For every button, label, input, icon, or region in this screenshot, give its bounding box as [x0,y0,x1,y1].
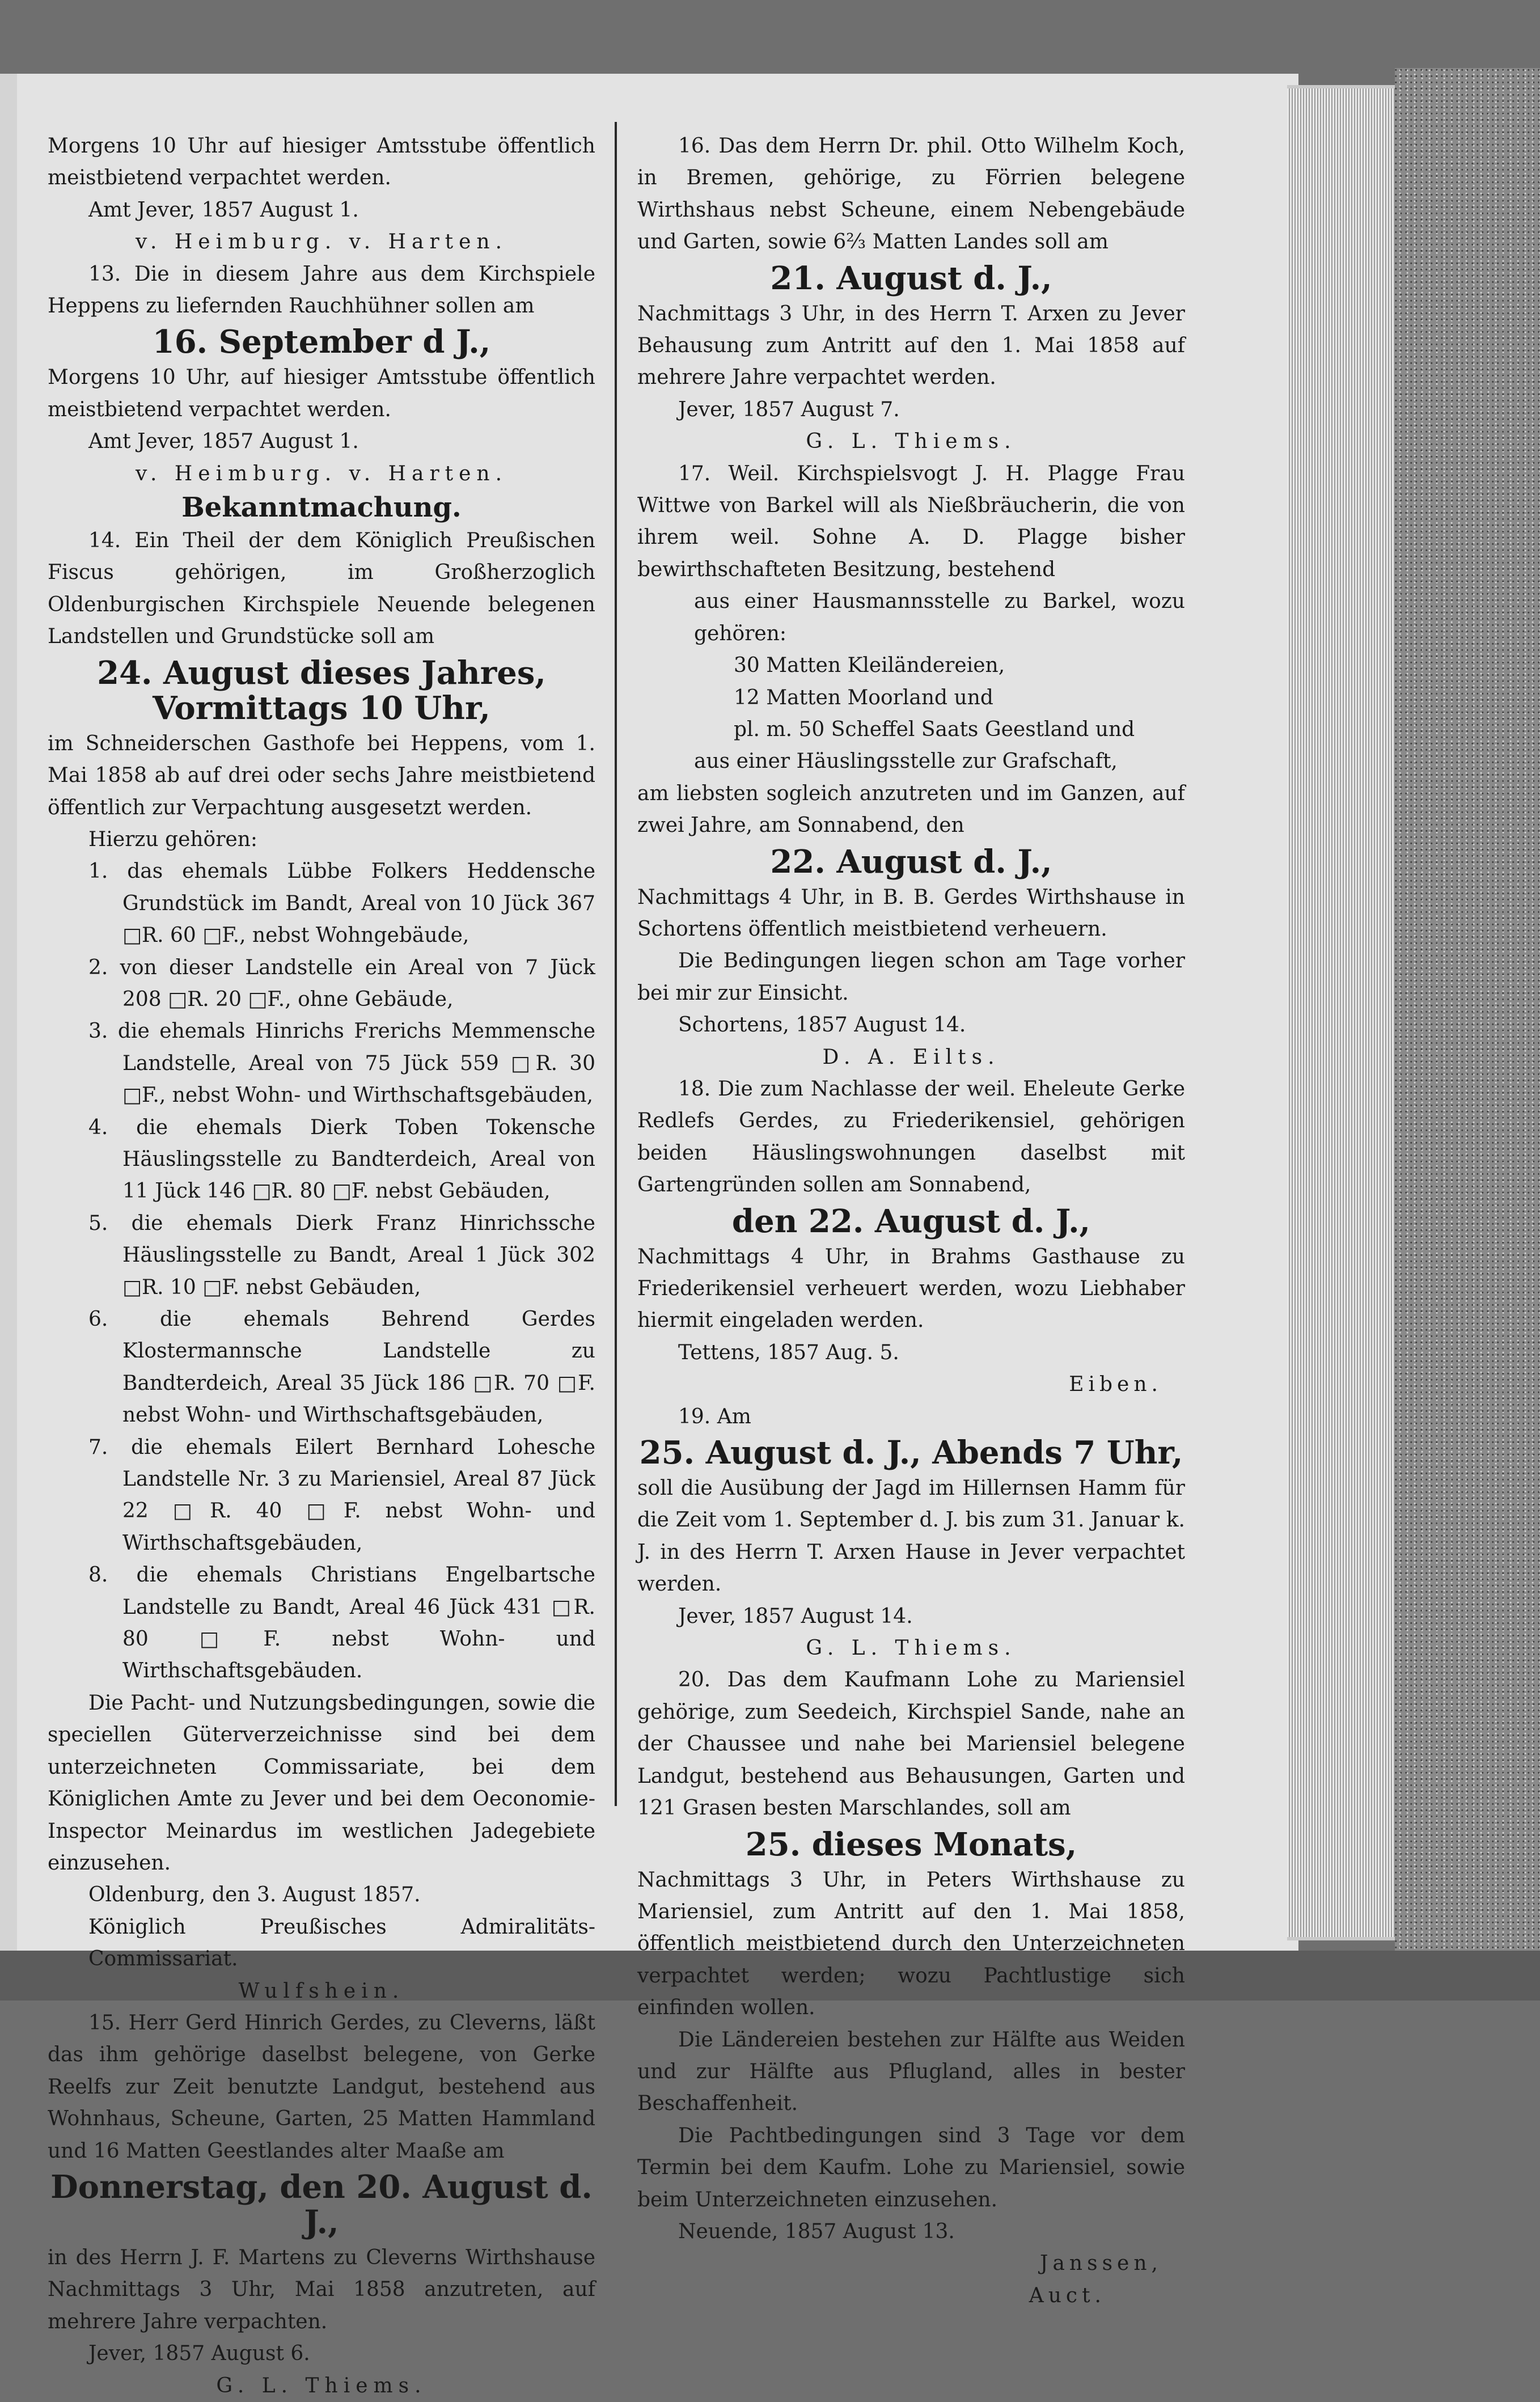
announcement-heading: Bekanntmachung. [181,492,462,524]
notice-20: 20. Das dem Kaufmann Lohe zu Mariensiel gehörige, zum Seedeich, Kirchspiel Sande, nahe an der Chaussee und nahe bei Mariensiel belegene Landgut, bestehend aus Behausungen, Garten und 121 Grasen besten Marschlandes, soll am [637,1668,1185,1820]
notice-14-text: im Schneiderschen Gasthofe bei Heppens, vom 1. Mai 1858 ab auf drei oder sechs Jahre meistbietend öffentlich zur Verpachtung ausgesetzt werden. [48,731,595,819]
list-item: 7. die ehemals Eilert Bernhard Lohesche Landstelle Nr. 3 zu Mariensiel, Areal 87 Jück 22 □R. 40 □F. nebst Wohn- und Wirthschaftsgebäuden, [88,1435,595,1555]
list-item: 5. die ehemals Dierk Franz Hinrichssche Häuslingsstelle zu Bandt, Areal 1 Jück 302 □R. 10 □F. nebst Gebäuden, [88,1211,595,1299]
list-item: 8. die ehemals Christians Engelbartsche Landstelle zu Bandt, Areal 46 Jück 431 □R. 80 □F. nebst Wohn- und Wirthschaftsgebäuden. [88,1563,595,1683]
notice-20-date: 25. dieses Monats, [745,1825,1077,1863]
signature: D. A. Eilts. [822,1045,1000,1069]
notice-14: 14. Ein Theil der dem Königlich Preußischen Fiscus gehörigen, im Großherzoglich Oldenburgischen Kirchspiele Neuende belegenen Landstellen und Grundstücke soll am [48,529,595,649]
notice-17-part: am liebsten sogleich anzutreten und im Ganzen, auf zwei Jahre, am Sonnabend, den [637,781,1185,838]
column-divider [615,122,617,1806]
notice-18: 18. Die zum Nachlasse der weil. Eheleute Gerke Redlefs Gerdes, zu Friederikensiel, gehörigen beiden Häuslingswohnungen daselbst mit Gartengründen sollen am Sonnabend, [637,1077,1185,1197]
list-item: 1. das ehemals Lübbe Folkers Heddensche Grundstück im Bandt, Areal von 10 Jück 367 □R. 60 □F., nebst Wohngebäude, [88,860,595,948]
list-item: 4. die ehemals Dierk Toben Tokensche Häuslingsstelle zu Bandterdeich, Areal von 11 Jück 146 □R. 80 □F. nebst Gebäuden, [88,1115,595,1203]
notice-17-conditions: Die Bedingungen liegen schon am Tage vorher bei mir zur Einsicht. [637,949,1185,1005]
signature: G. L. Thiems. [806,1636,1017,1660]
notice-19-text: soll die Ausübung der Jagd im Hillernsen Hamm für die Zeit vom 1. September d. J. bis zum 31. Januar k. J. in des Herrn T. Arxen Hause in Jever verpachtet werden. [637,1477,1185,1596]
signature: Janssen, [1040,2252,1162,2276]
notice-14-conditions: Die Pacht- und Nutzungsbedingungen, sowie die speciellen Güterverzeichnisse sind bei dem unterzeichneten Commissariate, bei dem Königlichen Amte zu Jever und bei dem Oeconomie-Inspector Meinardus im westlichen Jadegebiete einzusehen. [48,1691,595,1875]
right-column [637,130,1185,2312]
notice-16-text: Nachmittags 3 Uhr, in des Herrn T. Arxen zu Jever Behausung zum Antritt auf den 1. Mai 1858 auf mehrere Jahre verpachtet werden. [637,302,1185,390]
list-item: 3. die ehemals Hinrichs Frerichs Memmensche Landstelle, Areal von 75 Jück 559 □R. 30 □F., nebst Wohn- und Wirthschaftsgebäuden, [88,1020,595,1107]
notice-20-text: Nachmittags 3 Uhr, in Peters Wirthshause zu Mariensiel, zum Antritt auf den 1. Mai 1858, öffentlich meistbietend durch den Unterzeichneten verpachtet werden; wozu Pachtlustige sich einfinden wollen. [637,1868,1185,2020]
notice-15-date: Donnerstag, den 20. August d. J., [50,2168,593,2241]
notice-13-text: Morgens 10 Uhr, auf hiesiger Amtsstube öffentlich meistbietend verpachtet werden. [48,366,595,421]
notice-13-date: 16. September d J., [152,323,491,361]
date-line: Tettens, 1857 Aug. 5. [678,1340,899,1364]
notice-19-date: 25. August d. J., Abends 7 Uhr, [639,1434,1183,1472]
authority: Königlich Preußisches Admiralitäts-Commissariat. [88,1915,595,1971]
notice-18-date: den 22. August d. J., [731,1202,1091,1240]
notice-16-date: 21. August d. J., [770,259,1052,297]
signature: Wulfshein. [238,1979,405,2003]
notice-15-text: in des Herrn J. F. Martens zu Cleverns Wirthshause Nachmittags 3 Uhr, Mai 1858 anzutreten, auf mehrere Jahre verpachten. [48,2245,595,2333]
date-line: Oldenburg, den 3. August 1857. [88,1883,421,1907]
notice-17-part: 12 Matten Moorland und [734,686,993,709]
date-line: Jever, 1857 August 7. [678,397,900,421]
signature: G. L. Thiems. [216,2374,427,2397]
notice-20-conditions: Die Pachtbedingungen sind 3 Tage vor dem Termin bei dem Kaufm. Lohe zu Mariensiel, sowie beim Unterzeichneten einzusehen. [637,2124,1185,2211]
notice-14-date: 24. August dieses Jahres, Vormittags 10 Uhr, [97,654,546,727]
date-line: Amt Jever, 1857 August 1. [88,430,359,454]
list-item: 6. die ehemals Behrend Gerdes Klostermannsche Landstelle zu Bandterdeich, Areal 35 Jück 186 □R. 70 □F. nebst Wohn- und Wirthschaftsgebäuden, [88,1308,595,1427]
notice-19: 19. Am [678,1405,751,1428]
notice-15: 15. Herr Gerd Hinrich Gerdes, zu Cleverns, läßt das ihm gehörige daselbst belegene, von Gerke Reelfs zur Zeit benutzte Landgut, bestehend aus Wohnhaus, Scheune, Garten, 25 Matten Hammland und 16 Matten Geestlandes alter Maaße am [48,2011,595,2163]
list-item: 2. von dieser Landstelle ein Areal von 7 Jück 208 □R. 20 □F., ohne Gebäude, [88,955,595,1011]
page-stack-edges [1287,85,1395,1940]
date-line: Schortens, 1857 August 14. [678,1013,966,1037]
intro-text: Morgens 10 Uhr auf hiesiger Amtsstube öffentlich meistbietend verpachtet werden. [48,134,595,190]
notice-20-land: Die Ländereien bestehen zur Hälfte aus Weiden und zur Hälfte aus Pflugland, alles in bester Beschaffenheit. [637,2028,1185,2116]
notice-17-part: 30 Matten Kleiländereien, [734,654,1005,678]
notice-17: 17. Weil. Kirchspielsvogt J. H. Plagge Frau Wittwe von Barkel will als Nießbräucherin, die von ihrem weil. Sohne A. D. Plagge bisher bewirthschafteten Besitzung, bestehend [637,462,1185,581]
signature: G. L. Thiems. [806,430,1017,454]
notice-17-part: aus einer Hausmannsstelle zu Barkel, wozu gehören: [694,590,1185,645]
notice-17-text: Nachmittags 4 Uhr, in B. B. Gerdes Wirthshause in Schortens öffentlich meistbietend verheuern. [637,885,1185,941]
signature: Eiben. [1069,1373,1162,1397]
signature-role: Auct. [1029,2283,1106,2307]
property-list [48,856,595,1688]
date-line: Jever, 1857 August 14. [678,1604,913,1628]
signature: v. Heimburg. v. Harten. [135,462,508,485]
notice-13: 13. Die in diesem Jahre aus dem Kirchspiele Heppens zu liefernden Rauchhühner sollen am [48,262,595,318]
date-line: Neuende, 1857 August 13. [678,2219,955,2243]
notice-17-part: pl. m. 50 Scheffel Saats Geestland und [734,717,1135,741]
notice-16: 16. Das dem Herrn Dr. phil. Otto Wilhelm Koch, in Bremen, gehörige, zu Förrien belegene Wirthshaus nebst Scheune, einem Nebengebäude und Garten, sowie 6⅔ Matten Landes soll am [637,134,1185,254]
book-cover [1395,68,1540,1956]
notice-14-hierzu: Hierzu gehören: [88,827,258,851]
left-column [48,130,595,2402]
date-line: Jever, 1857 August 6. [88,2342,310,2366]
previous-page-edge [0,74,19,1968]
notice-17-part: aus einer Häuslingsstelle zur Grafschaft, [694,750,1118,773]
date-line: Amt Jever, 1857 August 1. [88,198,359,222]
notice-18-text: Nachmittags 4 Uhr, in Brahms Gasthause zu Friederikensiel verheuert werden, wozu Liebhaber hiermit eingeladen werden. [637,1245,1185,1333]
notice-17-date: 22. August d. J., [770,843,1052,881]
signature: v. Heimburg. v. Harten. [135,230,508,254]
